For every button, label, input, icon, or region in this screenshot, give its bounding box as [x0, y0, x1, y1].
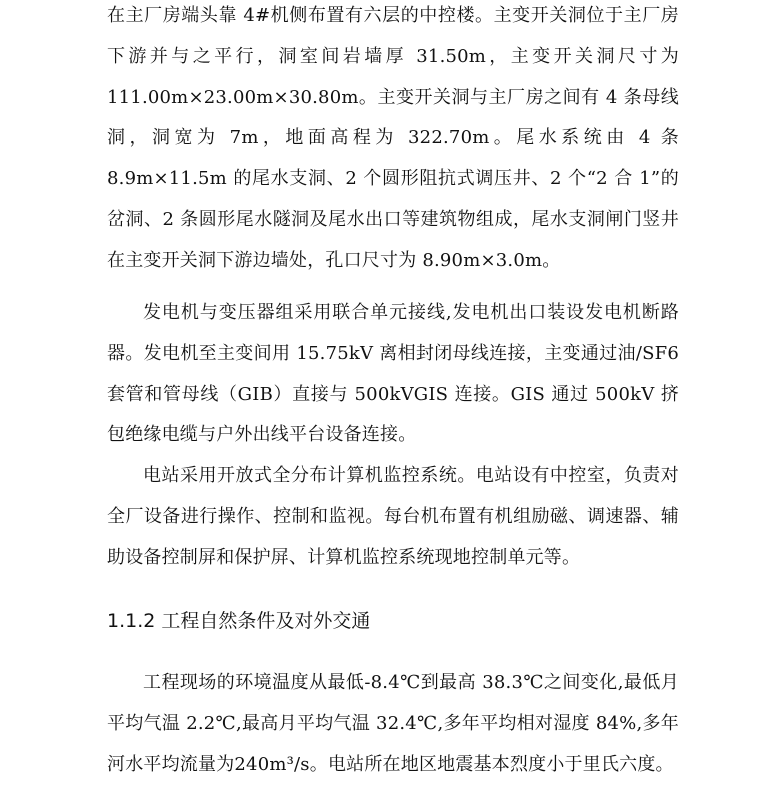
paragraph-powerhouse-layout: 在主厂房端头靠 4#机侧布置有六层的中控楼。主变开关洞位于主厂房下游并与之平行，洞室间岩墙厚 31.50m，主变开关洞尺寸为 111.00m×23.00m×30.80m。主变开关洞与主厂房之间有 4 条母线洞，洞宽为 7m，地面高程为 322.70m。尾水系统由 4 条 8.9m×11.5m 的尾水支洞、2 个圆形阻抗式调压井、2 个“2 合 1”的岔洞、2 条圆形尾水隧洞及尾水出口等建筑物组成，尾水支洞闸门竖井在主变开关洞下游边墙处，孔口尺寸为 8.90m×3.0m。 [107, 5, 679, 271]
paragraph-monitoring-system: 电站采用开放式全分布计算机监控系统。电站设有中控室，负责对全厂设备进行操作、控制和监视。每台机布置有机组励磁、调速器、辅助设备控制屏和保护屏、计算机监控系统现地控制单元等。 [107, 465, 679, 568]
paragraph-natural-conditions: 工程现场的环境温度从最低-8.4℃到最高 38.3℃之间变化,最低月平均气温 2.2℃,最高月平均气温 32.4℃,多年平均相对湿度 84%,多年河水平均流量为240m³/s。电站所在地区地震基本烈度小于里氏六度。 [107, 672, 679, 775]
section-heading: 1.1.2 工程自然条件及对外交通 [107, 610, 371, 632]
paragraph-generator-connection: 发电机与变压器组采用联合单元接线,发电机出口装设发电机断路器。发电机至主变间用 15.75kV 离相封闭母线连接，主变通过油/SF6 套管和管母线（GIB）直接与 500kVGIS 连接。GIS 通过 500kV 挤包绝缘电缆与户外出线平台设备连接。 [107, 302, 679, 446]
